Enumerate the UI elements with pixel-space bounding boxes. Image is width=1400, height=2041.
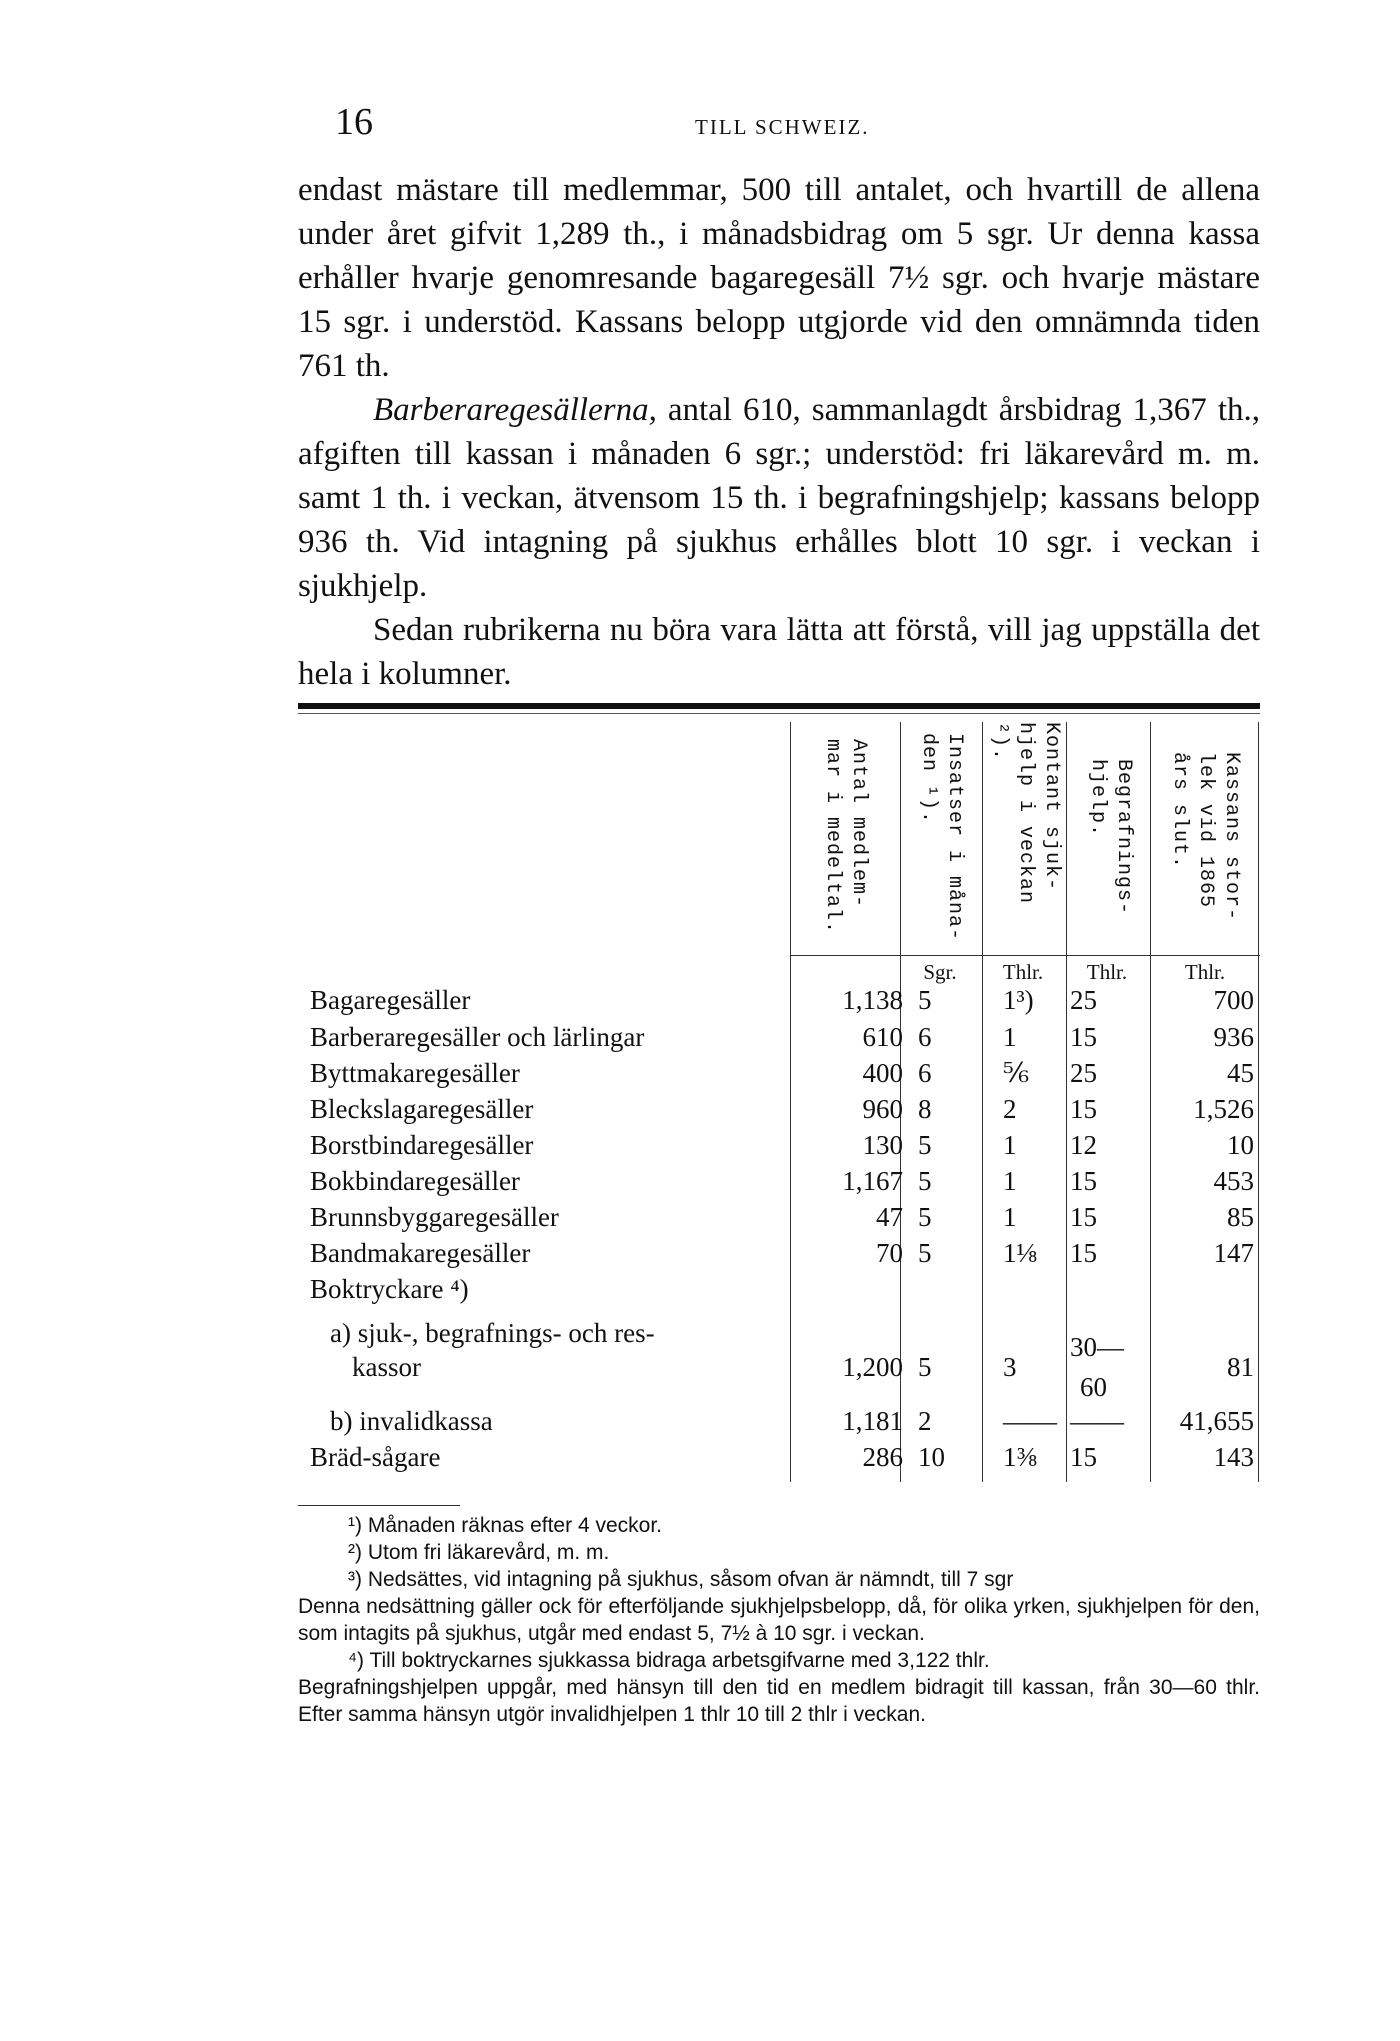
paragraph-1: endast mästare till medlemmar, 500 till antalet, och hvartill de allena under året gifvit 1,289 th., i månadsbidrag om 5 sgr. Ur denna kassa erhåller hvarje genomresande bagaregesäll 7½ sgr. och hvarje mästare 15 sgr. i understöd. Kassans belopp utgjorde vid den omnämnda tiden 761 th. xyxy=(298,172,1260,384)
footnote-3-continued: Denna nedsättning gäller ock för efterföljande sjukhjelpsbelopp, då, för olika yrken, sjukhjelpen för den, som intagits på sjukhus, utgår med endast 5, 7½ à 10 sgr. i veckan. xyxy=(298,1595,1260,1645)
table-row: Brunnsbyggaregesäller 47 5 1 15 85 xyxy=(310,1202,1254,1232)
unit-thlr: Thlr. xyxy=(1002,960,1044,984)
unit-thlr: Thlr. xyxy=(1184,960,1226,984)
footnote-4-continued: Begrafningshjelpen uppgår, med hänsyn till den tid en medlem bidragit till kassan, från 30—60 thlr. Efter samma hänsyn utgör invalidhjelpen 1 thlr 10 till 2 thlr i veckan. xyxy=(298,1676,1260,1726)
table-row: Boktryckare ⁴) xyxy=(310,1274,469,1304)
footnote-2: ²) Utom fri läkarevård, m. m. xyxy=(348,1541,610,1564)
column-header-fund: Kassans stor- lek vid 1865 års slut. xyxy=(1168,752,1243,922)
column-header-burial: Begrafnings- hjelp. xyxy=(1086,758,1135,916)
unit-thlr: Thlr. xyxy=(1086,960,1128,984)
table-row: b) invalidkassa 1,181 2 —— —— 41,655 xyxy=(330,1406,1254,1436)
table-row: Bagaregesäller 1,138 5 1³) 25 700 xyxy=(310,985,1254,1015)
sub-row-a-label-line1: a) sjuk-, begrafnings- och res- xyxy=(330,1318,655,1348)
column-header-dues: Insatser i måna- den ¹). xyxy=(917,732,966,942)
table-row: Byttmakaregesäller 400 6 ⅚ 25 45 xyxy=(310,1058,1254,1088)
running-head: TILL SCHWEIZ. xyxy=(695,115,870,139)
table-row: Borstbindaregesäller 130 5 1 12 10 xyxy=(310,1130,1254,1160)
column-header-members: Antal medlem- mar i medeltal. xyxy=(821,739,870,935)
page-number: 16 xyxy=(335,101,373,143)
sub-row-a-burial-bottom: 60 xyxy=(1080,1372,1107,1402)
footnote-1: ¹) Månaden räknas efter 4 veckor. xyxy=(348,1514,662,1537)
column-header-sick-pay: Kontant sjuk- hjelp i veckan ²). xyxy=(988,722,1063,905)
paragraph-3: Sedan rubrikerna nu böra vara lätta att förstå, vill jag uppställa det hela i kolumner. xyxy=(298,612,1260,692)
unit-sgr: Sgr. xyxy=(923,960,957,984)
table-row: Bräd-sågare 286 10 1⅜ 15 143 xyxy=(310,1442,1254,1472)
paragraph-2-italic: Barberaregesällerna, xyxy=(373,392,657,428)
footnote-3: ³) Nedsättes, vid intagning på sjukhus, såsom ofvan är nämndt, till 7 sgr xyxy=(348,1568,1014,1591)
table-row: Bokbindaregesäller 1,167 5 1 15 453 xyxy=(310,1166,1254,1196)
table-row: Bandmakaregesäller 70 5 1⅛ 15 147 xyxy=(310,1238,1254,1268)
footnotes xyxy=(298,1512,1260,1728)
footnote-4: ⁴) Till boktryckarnes sjukkassa bidraga arbetsgifvarne med 3,122 thlr. xyxy=(348,1649,990,1672)
body-text xyxy=(298,168,1260,696)
table-top-rule xyxy=(298,703,1260,709)
table-row: Bleckslagaregesäller 960 8 2 15 1,526 xyxy=(310,1094,1254,1124)
unit-rule xyxy=(790,955,1260,956)
paragraph-2 xyxy=(298,388,1260,608)
sub-row-a-label-line2: kassor xyxy=(352,1352,421,1382)
paragraph-2-rest: antal 610, sammanlagdt årsbidrag 1,367 th., afgiften till kassan i månaden 6 sgr.; understöd: fri läkarevård m. m. samt 1 th. i veckan, ätvensom 15 th. i begrafningshjelp; kassans belopp 936 th. Vid intagning på sjukhus erhålles blott 10 sgr. i veckan i sjukhjelp. xyxy=(298,392,1260,604)
footnote-rule xyxy=(298,1505,460,1506)
table-row: 1,200 5 3 81 xyxy=(842,1352,1254,1382)
sub-row-a-burial-top: 30— xyxy=(1070,1332,1124,1362)
table-row: Barberaregesäller och lärlingar 610 6 1 15 936 xyxy=(310,1022,1254,1052)
table-top-rule-thin xyxy=(298,713,1260,714)
